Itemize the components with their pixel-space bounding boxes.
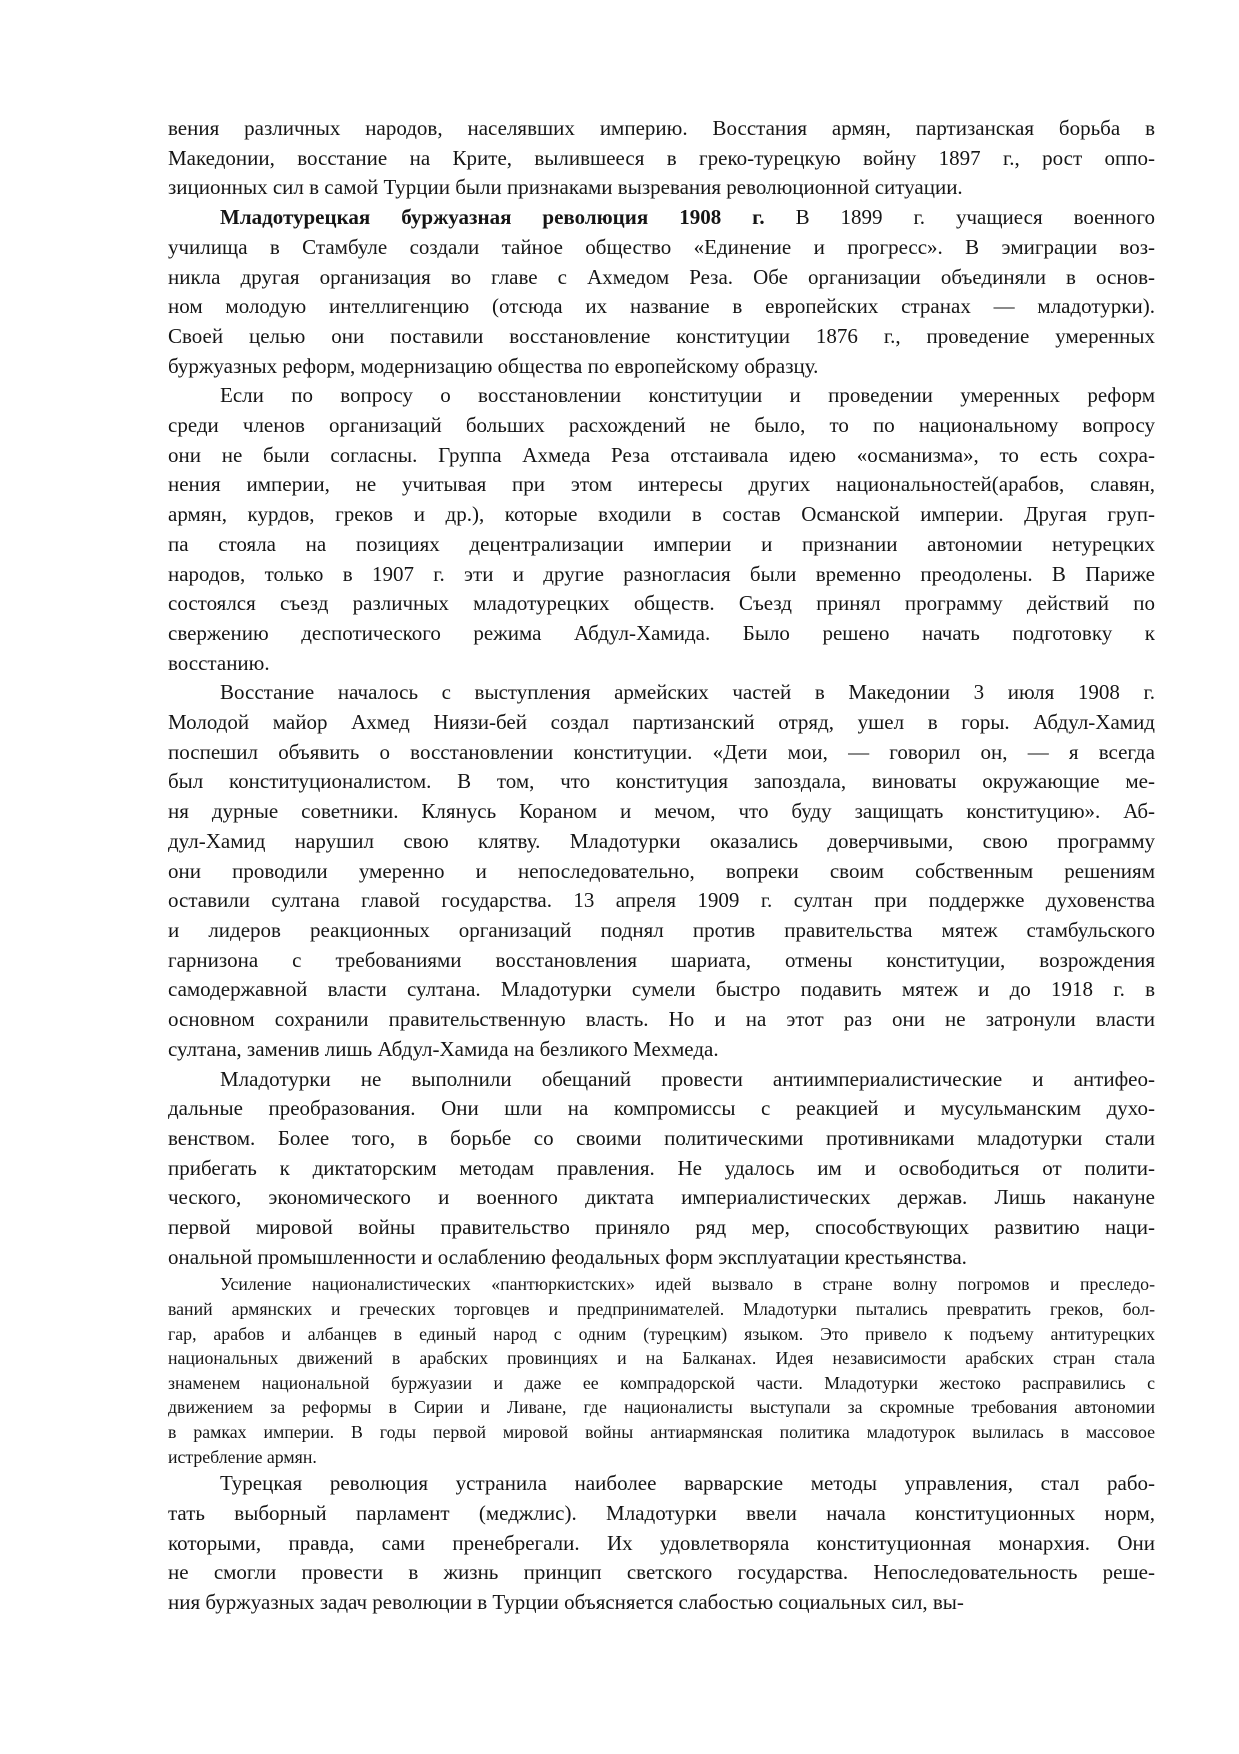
- text-line: ваний армянских и греческих торговцев и предпринимателей. Младотурки пытались превратить греков, бол-: [168, 1299, 1155, 1320]
- paragraph-7: [168, 1469, 1155, 1618]
- text-line: оставили султана главой государства. 13 апреля 1909 г. султан при поддержке духовенства: [168, 888, 1155, 913]
- text-line: па стояла на позициях децентрализации империи и признании автономии нетурецких: [168, 531, 1155, 556]
- text-line: национальных движений в арабских провинциях и на Балканах. Идея независимости арабских стран стала: [168, 1348, 1155, 1369]
- text-line: среди членов организаций больших расхождений не было, то по национальному вопросу: [168, 413, 1155, 438]
- text-line: Младотурецкая буржуазная революция 1908 г. В 1899 г. учащиеся военного: [220, 205, 1155, 230]
- text-line: ческого, экономического и военного диктата империалистических держав. Лишь накануне: [168, 1185, 1155, 1210]
- text-line: в рамках империи. В годы первой мировой войны антиармянская политика младотурок вылилась в массовое: [168, 1421, 1155, 1442]
- paragraph-3: [168, 381, 1155, 678]
- paragraph-1: [168, 114, 1155, 203]
- page-body: [168, 114, 1155, 1618]
- text-line: армян, курдов, греков и др.), которые входили в состав Османской империи. Другая груп-: [168, 502, 1155, 527]
- text-line: Турецкая революция устранила наиболее варварские методы управления, стал рабо-: [220, 1471, 1155, 1496]
- text-line: ном молодую интеллигенцию (отсюда их название в европейских странах — младотурки).: [168, 294, 1155, 319]
- text-line: венством. Более того, в борьбе со своими политическими противниками младотурки стали: [168, 1125, 1155, 1150]
- text-line: самодержавной власти султана. Младотурки сумели быстро подавить мятеж и до 1918 г. в: [168, 977, 1155, 1002]
- text-line: Усиление националистических «пантюркистских» идей вызвало в стране волну погромов и преследо-: [220, 1274, 1155, 1295]
- text-line: поспешил объявить о восстановлении конституции. «Дети мои, — говорил он, — я всегда: [168, 739, 1155, 764]
- text-line: султана, заменив лишь Абдул-Хамида на безликого Мехмеда.: [168, 1036, 719, 1061]
- text-line: они не были согласны. Группа Ахмеда Реза отстаивала идею «османизма», то есть сохра-: [168, 442, 1155, 467]
- text-line: которыми, правда, сами пренебрегали. Их удовлетворяла конституционная монархия. Они: [168, 1530, 1155, 1555]
- text-line: тать выборный парламент (меджлис). Младотурки ввели начала конституционных норм,: [168, 1500, 1155, 1525]
- text-line: истребление армян.: [168, 1446, 317, 1467]
- text-line: ния буржуазных задач революции в Турции объясняется слабостью социальных сил, вы-: [168, 1589, 964, 1614]
- text-line: Восстание началось с выступления армейских частей в Македонии 3 июля 1908 г.: [220, 680, 1155, 705]
- text-line: не смогли провести в жизнь принцип светского государства. Непоследовательность реше-: [168, 1560, 1155, 1585]
- paragraph-5: [168, 1065, 1155, 1273]
- text-line: Молодой майор Ахмед Ниязи-бей создал партизанский отряд, ушел в горы. Абдул-Хамид: [168, 710, 1155, 735]
- text-line: состоялся съезд различных младотурецких обществ. Съезд принял программу действий по: [168, 591, 1155, 616]
- text-line: знаменем национальной буржуазии и даже ее компрадорской части. Младотурки жестоко расправились с: [168, 1372, 1155, 1393]
- text-line: Младотурки не выполнили обещаний провести антиимпериалистические и антифео-: [220, 1066, 1155, 1091]
- text-line: гарнизона с требованиями восстановления шариата, отмены конституции, возрождения: [168, 947, 1155, 972]
- text-line: они проводили умеренно и непоследовательно, вопреки своим собственным решениям: [168, 858, 1155, 883]
- text-line: прибегать к диктаторским методам правления. Не удалось им и освободиться от полити-: [168, 1155, 1155, 1180]
- text-line: свержению деспотического режима Абдул-Хамида. Было решено начать подготовку к: [168, 620, 1155, 645]
- text-line: восстанию.: [168, 650, 270, 675]
- text-line: первой мировой войны правительство приняло ряд мер, способствующих развитию наци-: [168, 1215, 1155, 1240]
- inline-section-heading: Младотурецкая буржуазная революция 1908 г.: [220, 205, 765, 230]
- text-line: ональной промышленности и ослаблению феодальных форм эксплуатации крестьянства.: [168, 1244, 967, 1269]
- text-line: был конституционалистом. В том, что конституция запоздала, виноваты окружающие ме-: [168, 769, 1155, 794]
- text-line: дальные преобразования. Они шли на компромиссы с реакцией и мусульманским духо-: [168, 1096, 1155, 1121]
- text-line: основном сохранили правительственную власть. Но и на этот раз они не затронули власти: [168, 1007, 1155, 1032]
- text-line: движением за реформы в Сирии и Ливане, где националисты выступали за скромные требования автономии: [168, 1397, 1155, 1418]
- text-line: Македонии, восстание на Крите, вылившееся в греко-турецкую войну 1897 г., рост оппо-: [168, 145, 1155, 170]
- text-line: гар, арабов и албанцев в единый народ с одним (турецким) языком. Это привело к подъему антитурецких: [168, 1323, 1155, 1344]
- text-line: зиционных сил в самой Турции были признаками вызревания революционной ситуации.: [168, 175, 963, 200]
- paragraph-4: [168, 678, 1155, 1064]
- text-line: нения империи, не учитывая при этом интересы других национальностей(арабов, славян,: [168, 472, 1155, 497]
- text-line: буржуазных реформ, модернизацию общества по европейскому образцу.: [168, 353, 819, 378]
- text-line: и лидеров реакционных организаций поднял против правительства мятеж стамбульского: [168, 917, 1155, 942]
- text-line: училища в Стамбуле создали тайное общество «Единение и прогресс». В эмиграции воз-: [168, 234, 1155, 259]
- text-line: Если по вопросу о восстановлении конституции и проведении умеренных реформ: [220, 383, 1155, 408]
- paragraph-2: [168, 203, 1155, 381]
- text-line: ня дурные советники. Клянусь Кораном и мечом, что буду защищать конституцию». Аб-: [168, 799, 1155, 824]
- text-line: никла другая организация во главе с Ахмедом Реза. Обе организации объединяли в основ-: [168, 264, 1155, 289]
- text-line: дул-Хамид нарушил свою клятву. Младотурки оказались доверчивыми, свою программу: [168, 828, 1155, 853]
- text-line: вения различных народов, населявших империю. Восстания армян, партизанская борьба в: [168, 116, 1155, 140]
- text-line: Своей целью они поставили восстановление конституции 1876 г., проведение умеренных: [168, 323, 1155, 348]
- text-line: народов, только в 1907 г. эти и другие разногласия были временно преодолены. В Париже: [168, 561, 1155, 586]
- paragraph-6: [168, 1272, 1155, 1469]
